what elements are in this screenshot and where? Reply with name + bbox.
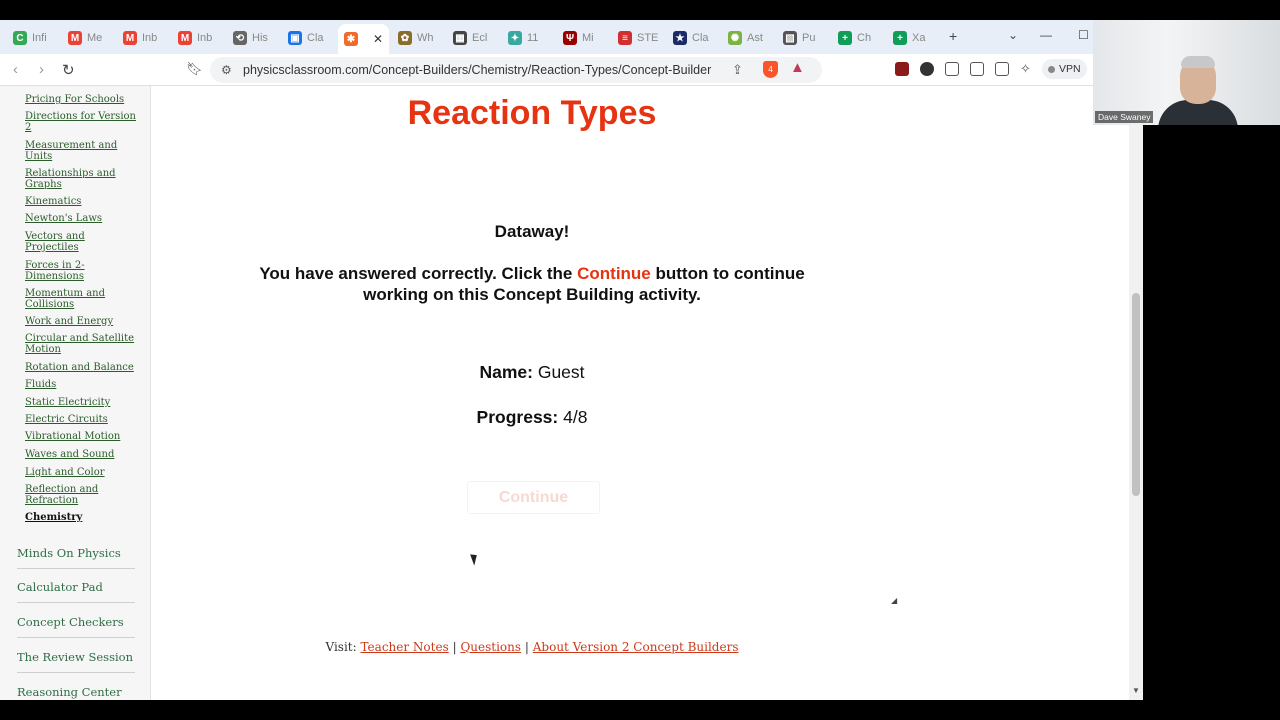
teacher-notes-link[interactable]: Teacher Notes — [360, 640, 449, 654]
progress-label: Progress: — [476, 407, 559, 427]
tab-label: His — [252, 32, 268, 44]
browser-tab[interactable] — [728, 25, 763, 51]
tab-label: Me — [87, 32, 103, 44]
browser-tab[interactable] — [893, 25, 925, 51]
tab-label: Xa — [912, 32, 926, 44]
browser-tab[interactable] — [618, 25, 658, 51]
tab-favicon-icon: C — [13, 31, 27, 45]
sidebar-subitem[interactable]: Forces in 2-Dimensions — [25, 260, 85, 282]
success-heading: Dataway! — [494, 222, 570, 241]
footer-links — [151, 640, 913, 654]
tab-label: Pu — [802, 32, 816, 44]
sidebar-subitem[interactable]: Reflection and Refraction — [25, 484, 99, 506]
toolbar — [0, 54, 1143, 86]
presenter-hair — [1181, 56, 1215, 68]
sidebar-main-item[interactable]: Minds On Physics — [17, 546, 135, 569]
sidebar-subitem[interactable]: Measurement and Units — [25, 140, 118, 162]
sidebar-subitem[interactable]: Directions for Version 2 — [25, 111, 136, 133]
tab-favicon-icon: ▦ — [453, 31, 467, 45]
footer-visit-label: Visit: — [325, 640, 357, 654]
tab-favicon-icon: Ψ — [563, 31, 577, 45]
sidebar-subitem[interactable]: Static Electricity — [25, 397, 111, 408]
page-scrollbar[interactable] — [1129, 86, 1143, 700]
continue-button[interactable]: Continue — [467, 481, 600, 514]
tab-favicon-icon: ★ — [673, 31, 687, 45]
tab-label: Ast — [747, 32, 763, 44]
brave-shield-icon[interactable]: 4 — [763, 61, 778, 78]
sidebar-subitem[interactable]: Relationships and Graphs — [25, 168, 116, 190]
tab-favicon-icon: ≡ — [618, 31, 632, 45]
browser-tab[interactable] — [13, 25, 47, 51]
about-link[interactable]: About Version 2 Concept Builders — [532, 640, 739, 654]
resize-handle-icon[interactable]: ◢ — [891, 596, 898, 605]
sidebar-icon[interactable] — [970, 62, 984, 76]
brave-rewards-icon[interactable]: ▲ — [790, 59, 805, 76]
browser-tab[interactable] — [838, 25, 871, 51]
sidebar-subitem[interactable]: Momentum and Collisions — [25, 288, 106, 310]
sidebar — [0, 86, 151, 700]
questions-link[interactable]: Questions — [460, 640, 522, 654]
tab-favicon-icon: M — [178, 31, 192, 45]
browser-tab[interactable] — [338, 24, 389, 54]
tab-label: Inb — [197, 32, 213, 44]
sidebar-subitem[interactable]: Chemistry — [25, 512, 83, 523]
tab-favicon-icon: ✿ — [398, 31, 412, 45]
sidebar-subitem[interactable]: Pricing For Schools — [25, 94, 125, 105]
browser-tab[interactable] — [178, 25, 212, 51]
browser-tab[interactable] — [68, 25, 102, 51]
vpn-button[interactable] — [1042, 59, 1087, 79]
tab-favicon-icon: ⟲ — [233, 31, 247, 45]
reload-icon[interactable]: ↻ — [62, 62, 75, 79]
address-bar[interactable] — [210, 57, 822, 83]
tab-label: Ecl — [472, 32, 488, 44]
footer-separator: | — [524, 640, 529, 654]
tab-favicon-icon: ▣ — [288, 31, 302, 45]
tab-favicon-icon: ✱ — [344, 32, 358, 46]
browser-tab[interactable] — [508, 25, 538, 51]
sidebar-main-item[interactable]: The Review Session — [17, 650, 135, 673]
sidebar-subitem[interactable]: Vectors and Projectiles — [25, 231, 85, 253]
sidebar-subitem[interactable]: Vibrational Motion — [25, 431, 121, 442]
sidebar-main-item[interactable]: Calculator Pad — [17, 580, 135, 603]
sidebar-subitem[interactable]: Rotation and Balance — [25, 362, 134, 373]
tab-label: Wh — [417, 32, 434, 44]
puzzle-icon[interactable] — [945, 62, 959, 76]
tab-favicon-icon: ✦ — [508, 31, 522, 45]
browser-window — [0, 20, 1143, 700]
page-content — [0, 86, 1143, 700]
vpn-label: VPN — [1059, 63, 1081, 75]
presenter-name: Dave Swaney — [1095, 111, 1153, 123]
message-text-pre: You have answered correctly. Click the — [259, 264, 578, 283]
sidebar-subitem[interactable]: Circular and Satellite Motion — [25, 333, 135, 355]
sidebar-subitem[interactable]: Light and Color — [25, 467, 105, 478]
page-title: Reaction Types — [407, 94, 657, 132]
tab-favicon-icon: ▧ — [783, 31, 797, 45]
tab-label: Ch — [857, 32, 872, 44]
progress-row — [151, 407, 913, 428]
message-continue-word: Continue — [577, 264, 651, 283]
wallet-icon[interactable] — [995, 62, 1009, 76]
sidebar-subitem[interactable]: Waves and Sound — [25, 449, 115, 460]
scrollbar-thumb[interactable] — [1132, 293, 1140, 496]
extension-icon[interactable] — [920, 62, 934, 76]
sidebar-subitem[interactable]: Newton's Laws — [25, 213, 103, 224]
name-row — [151, 362, 913, 383]
main-area — [151, 86, 1131, 700]
success-message — [151, 263, 913, 305]
webcam-overlay — [1093, 20, 1280, 125]
browser-tab[interactable] — [673, 25, 709, 51]
ublock-icon[interactable] — [895, 62, 909, 76]
browser-tab[interactable] — [233, 25, 268, 51]
tab-label: 11 — [527, 32, 539, 44]
tab-favicon-icon: ✺ — [728, 31, 742, 45]
share-icon[interactable]: ⇪ — [732, 62, 743, 77]
sidebar-main-item[interactable]: Reasoning Center — [17, 685, 135, 700]
scroll-down-icon[interactable]: ▼ — [1132, 686, 1140, 695]
leo-icon[interactable]: ✧ — [1020, 61, 1031, 76]
tab-bar — [0, 20, 1143, 54]
new-tab-button[interactable]: + — [949, 28, 958, 44]
footer-separator: | — [452, 640, 457, 654]
minimize-icon[interactable]: — — [1040, 28, 1052, 42]
sidebar-main-item[interactable]: Concept Checkers — [17, 615, 135, 638]
progress-value: 4/8 — [563, 407, 588, 427]
browser-tab[interactable] — [123, 25, 157, 51]
url-text[interactable]: physicsclassroom.com/Concept-Builders/Chemistry/Reaction-Types/Concept-Builder — [243, 63, 712, 77]
sidebar-subitem[interactable]: Work and Energy — [25, 316, 114, 327]
tab-favicon-icon: M — [123, 31, 137, 45]
message-text-post: button to continue working on this Concept Building activity. — [363, 264, 805, 304]
tab-label: Mi — [582, 32, 594, 44]
browser-tab[interactable] — [453, 25, 487, 51]
tab-favicon-icon: M — [68, 31, 82, 45]
tab-label: Cla — [307, 32, 324, 44]
name-value: Guest — [537, 362, 585, 382]
tab-close-icon[interactable]: ✕ — [373, 32, 384, 46]
tab-favicon-icon: + — [893, 31, 907, 45]
back-icon[interactable]: ‹ — [13, 61, 18, 78]
sidebar-subitem[interactable]: Kinematics — [25, 196, 82, 207]
tab-label: Cla — [692, 32, 709, 44]
forward-icon[interactable]: › — [39, 61, 44, 78]
browser-tab[interactable] — [288, 25, 324, 51]
sidebar-subitem[interactable]: Electric Circuits — [25, 414, 108, 425]
maximize-icon[interactable]: ☐ — [1078, 28, 1089, 42]
tab-favicon-icon: + — [838, 31, 852, 45]
sidebar-subitem[interactable]: Fluids — [25, 379, 57, 390]
bookmark-icon[interactable]: 🔖︎ — [186, 61, 203, 76]
browser-tab[interactable] — [783, 25, 815, 51]
site-settings-icon[interactable]: ⚙ — [221, 63, 232, 77]
tab-search-icon[interactable]: ⌄ — [1008, 28, 1019, 42]
tab-label: Infi — [32, 32, 47, 44]
tab-label: STE — [637, 32, 659, 44]
tab-label: Inb — [142, 32, 158, 44]
browser-tab[interactable] — [398, 25, 434, 51]
name-label: Name: — [479, 362, 533, 382]
vpn-status-icon — [1048, 66, 1055, 73]
browser-tab[interactable] — [563, 25, 594, 51]
